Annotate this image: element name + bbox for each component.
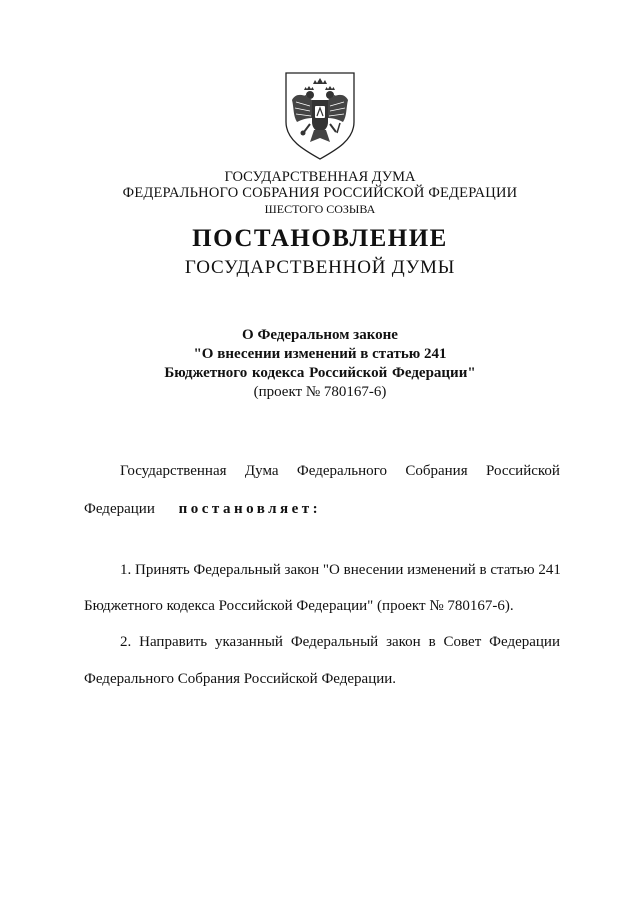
item2-word: 2. xyxy=(120,634,132,650)
project-number: (проект № 780167-6) xyxy=(253,384,387,400)
preamble-word: Российской xyxy=(486,463,560,479)
item2-word: Направить xyxy=(139,634,208,650)
item2-word: закон xyxy=(386,634,421,650)
preamble-end: Федерации xyxy=(84,501,155,517)
decree-word: постановляет: xyxy=(178,501,322,517)
preamble-word: Федерального xyxy=(296,463,387,479)
org-name-line1: ГОСУДАРСТВЕННАЯ ДУМА xyxy=(224,169,416,185)
item2-word: в xyxy=(428,634,436,650)
law-heading-line1: О Федеральном законе xyxy=(242,327,398,343)
preamble-word: Государственная xyxy=(120,463,227,479)
coat-of-arms-icon xyxy=(280,70,360,162)
law-heading-line3: Бюджетного кодекса Российской Федерации" xyxy=(164,365,476,381)
item1-line2: Бюджетного кодекса Российской Федерации" (проект № 780167-6). xyxy=(84,598,514,614)
item2-word: Совет xyxy=(443,634,482,650)
preamble-line1 xyxy=(84,461,560,481)
org-name-line2: ФЕДЕРАЛЬНОГО СОБРАНИЯ РОССИЙСКОЙ ФЕДЕРАЦИИ xyxy=(122,185,518,201)
item2-word: указанный xyxy=(214,634,283,650)
item2-line1 xyxy=(84,632,560,652)
preamble-word: Собрания xyxy=(405,463,468,479)
item2-line2: Федерального Собрания Российской Федерации. xyxy=(84,671,397,687)
law-heading-line2: "О внесении изменений в статью 241 xyxy=(193,346,447,362)
convocation-line: ШЕСТОГО СОЗЫВА xyxy=(264,202,376,216)
item2-word: Федерации xyxy=(489,634,560,650)
document-subtitle: ГОСУДАРСТВЕННОЙ ДУМЫ xyxy=(184,257,456,278)
preamble-line2 xyxy=(84,499,560,519)
item1-line1: 1. Принять Федеральный закон "О внесении изменений в статью 241 xyxy=(120,562,561,578)
document-title: ПОСТАНОВЛЕНИЕ xyxy=(192,225,448,252)
preamble-word: Дума xyxy=(244,463,279,479)
item2-word: Федеральный xyxy=(290,634,379,650)
